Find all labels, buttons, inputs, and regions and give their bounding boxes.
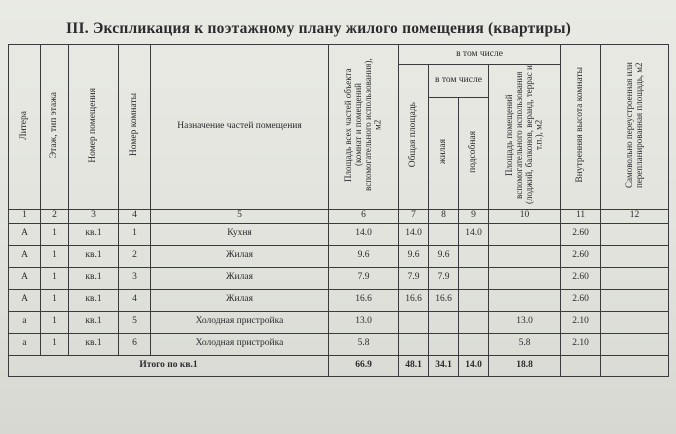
- cell-living: 9.6: [429, 245, 459, 267]
- cell-litera: А: [9, 289, 41, 311]
- cell-aux: 14.0: [459, 223, 489, 245]
- table-row: [9, 223, 669, 245]
- cell-height: 2.60: [561, 267, 601, 289]
- document-title: III. Экспликация к поэтажному плану жилого помещения (квартиры): [66, 20, 572, 37]
- header-in-total-sub: в том числе: [429, 65, 489, 98]
- cell-premise: кв.1: [69, 267, 119, 289]
- header-inner-height: Внутренняя высота комнаты: [561, 45, 601, 210]
- cell-floor: 1: [41, 333, 69, 355]
- cell-total: [399, 333, 429, 355]
- cell-purpose: Кухня: [151, 223, 329, 245]
- cell-aux-prem: [489, 289, 561, 311]
- col-num: 10: [489, 209, 561, 223]
- col-num: 11: [561, 209, 601, 223]
- cell-aux: [459, 245, 489, 267]
- col-num: 2: [41, 209, 69, 223]
- cell-room: 6: [119, 333, 151, 355]
- header-in-total-group: в том числе: [399, 45, 561, 65]
- col-num: 6: [329, 209, 399, 223]
- cell-total: 7.9: [399, 267, 429, 289]
- cell-floor: 1: [41, 223, 69, 245]
- table-row: [9, 311, 669, 333]
- cell-aux: [459, 333, 489, 355]
- total-label: Итого по кв.1: [9, 355, 329, 376]
- total-living: 34.1: [429, 355, 459, 376]
- header-premise-no: Номер помещения: [69, 45, 119, 210]
- cell-aux-prem: [489, 223, 561, 245]
- total-unauth: [601, 355, 669, 376]
- cell-litera: а: [9, 333, 41, 355]
- cell-floor: 1: [41, 311, 69, 333]
- col-num: 4: [119, 209, 151, 223]
- col-num: 12: [601, 209, 669, 223]
- cell-height: 2.60: [561, 289, 601, 311]
- header-purpose: Назначение частей помещения: [151, 45, 329, 210]
- cell-unauth: [601, 223, 669, 245]
- header-auxiliary: подсобная: [459, 98, 489, 210]
- cell-purpose: Жилая: [151, 267, 329, 289]
- cell-living: 7.9: [429, 267, 459, 289]
- cell-purpose: Жилая: [151, 245, 329, 267]
- table-row: [9, 333, 669, 355]
- total-aux: 14.0: [459, 355, 489, 376]
- cell-living: 16.6: [429, 289, 459, 311]
- cell-area-all: 13.0: [329, 311, 399, 333]
- cell-premise: кв.1: [69, 311, 119, 333]
- total-aux-prem: 18.8: [489, 355, 561, 376]
- cell-height: 2.60: [561, 245, 601, 267]
- cell-height: 2.10: [561, 311, 601, 333]
- cell-litera: А: [9, 245, 41, 267]
- total-row: [9, 355, 669, 376]
- header-living: жилая: [429, 98, 459, 210]
- cell-aux: [459, 267, 489, 289]
- cell-litera: а: [9, 311, 41, 333]
- cell-premise: кв.1: [69, 223, 119, 245]
- cell-floor: 1: [41, 267, 69, 289]
- col-num: 9: [459, 209, 489, 223]
- header-total-area: Общая площадь: [399, 65, 429, 210]
- cell-room: 2: [119, 245, 151, 267]
- cell-purpose: Жилая: [151, 289, 329, 311]
- cell-area-all: 16.6: [329, 289, 399, 311]
- cell-litera: А: [9, 223, 41, 245]
- cell-aux-prem: [489, 267, 561, 289]
- column-numbers-row: [9, 209, 669, 223]
- table-row: [9, 245, 669, 267]
- cell-area-all: 14.0: [329, 223, 399, 245]
- cell-living: [429, 223, 459, 245]
- cell-living: [429, 311, 459, 333]
- table-row: [9, 289, 669, 311]
- cell-premise: кв.1: [69, 245, 119, 267]
- cell-unauth: [601, 267, 669, 289]
- explication-table: [8, 44, 669, 377]
- total-area-all: 66.9: [329, 355, 399, 376]
- header-aux-premises-area: Площадь помещений вспомогательного использования (лоджий, балконов, веранд, террас и т.п.), м2: [489, 65, 561, 210]
- cell-room: 5: [119, 311, 151, 333]
- cell-height: 2.60: [561, 223, 601, 245]
- cell-aux-prem: 5.8: [489, 333, 561, 355]
- cell-floor: 1: [41, 245, 69, 267]
- cell-unauth: [601, 333, 669, 355]
- cell-area-all: 5.8: [329, 333, 399, 355]
- col-num: 3: [69, 209, 119, 223]
- cell-purpose: Холодная пристройка: [151, 333, 329, 355]
- cell-room: 4: [119, 289, 151, 311]
- cell-area-all: 7.9: [329, 267, 399, 289]
- cell-aux: [459, 289, 489, 311]
- cell-total: 16.6: [399, 289, 429, 311]
- header-unauthorized: Самовольно переустроенная или перепланированная площадь, м2: [601, 45, 669, 210]
- cell-purpose: Холодная пристройка: [151, 311, 329, 333]
- cell-aux-prem: 13.0: [489, 311, 561, 333]
- col-num: 1: [9, 209, 41, 223]
- col-num: 5: [151, 209, 329, 223]
- total-height: [561, 355, 601, 376]
- cell-floor: 1: [41, 289, 69, 311]
- cell-aux-prem: [489, 245, 561, 267]
- col-num: 7: [399, 209, 429, 223]
- cell-unauth: [601, 289, 669, 311]
- cell-total: 14.0: [399, 223, 429, 245]
- cell-height: 2.10: [561, 333, 601, 355]
- cell-living: [429, 333, 459, 355]
- cell-room: 3: [119, 267, 151, 289]
- cell-room: 1: [119, 223, 151, 245]
- total-total: 48.1: [399, 355, 429, 376]
- cell-total: [399, 311, 429, 333]
- cell-area-all: 9.6: [329, 245, 399, 267]
- header-litera: Литера: [9, 45, 41, 210]
- cell-total: 9.6: [399, 245, 429, 267]
- header-room-no: Номер комнаты: [119, 45, 151, 210]
- cell-premise: кв.1: [69, 289, 119, 311]
- table-row: [9, 267, 669, 289]
- header-floor: Этаж, тип этажа: [41, 45, 69, 210]
- cell-unauth: [601, 311, 669, 333]
- col-num: 8: [429, 209, 459, 223]
- cell-unauth: [601, 245, 669, 267]
- cell-litera: А: [9, 267, 41, 289]
- cell-premise: кв.1: [69, 333, 119, 355]
- header-area-all: Площадь всех частей объекта (комнат и помещений вспомогательного использования), м2: [329, 45, 399, 210]
- cell-aux: [459, 311, 489, 333]
